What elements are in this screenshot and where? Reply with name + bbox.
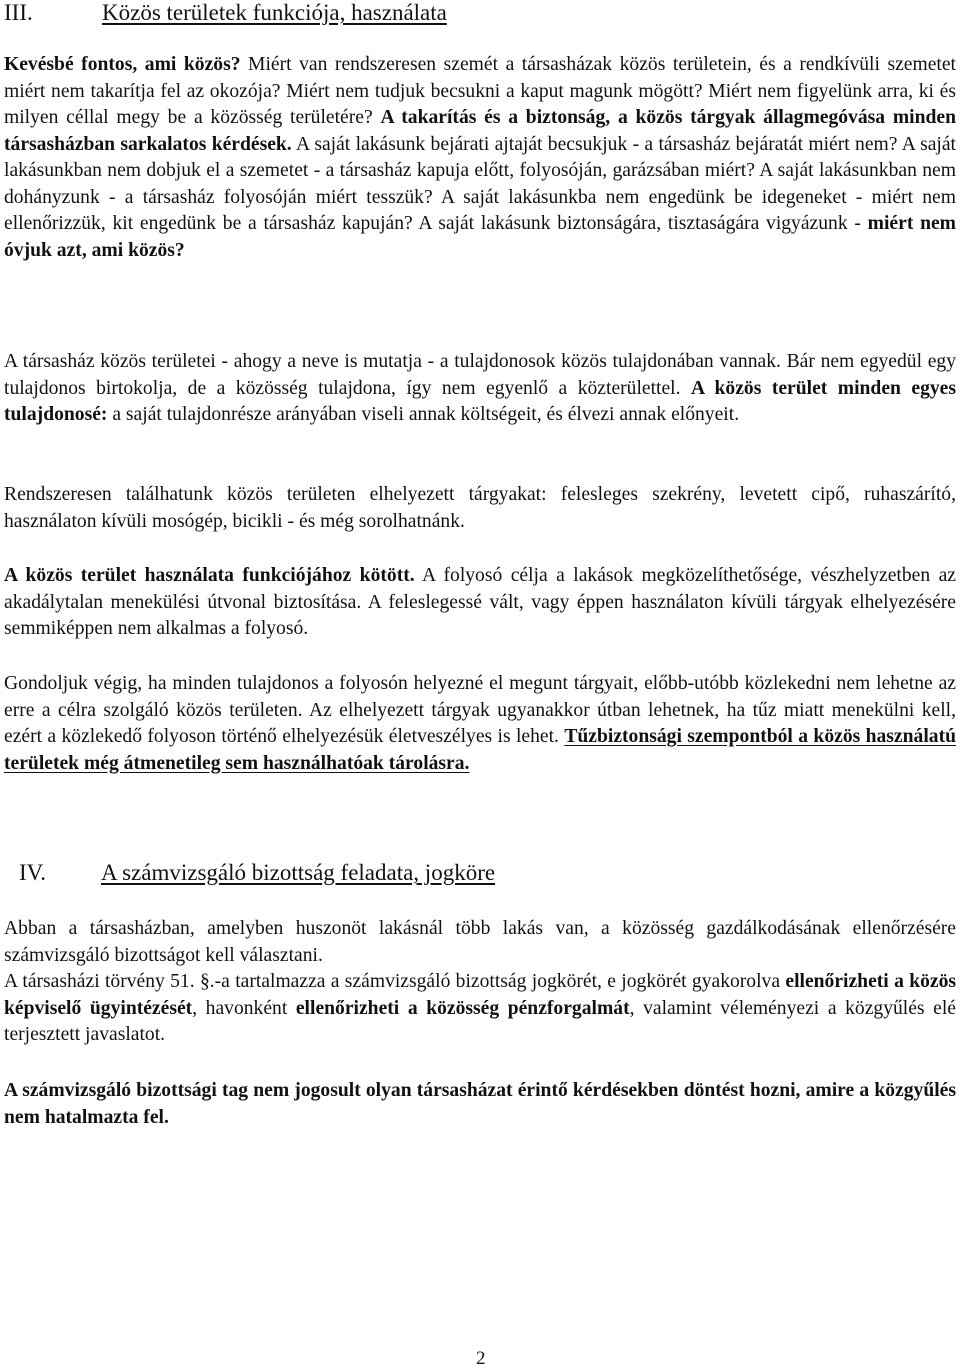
section-4-paragraph-1: Abban a társasházban, amelyben huszonöt lakásnál több lakás van, a közösség gazdálkodásának ellenőrzésére számvizsgáló bizottságot kell választani. A társasházi törvény 51. §.-a tartalmazza a számvizsgáló bizottság jogkörét, e jogkörét gyakorolva ellenőrizheti a közös képviselő ügyintézését, havonként ellenőrizheti a közösség pénzforgalmát, valamint véleményezi a közgyűlés elé terjesztett javaslatot. — [4, 918, 957, 1045]
section-4-paragraph-2: A számvizsgáló bizottsági tag nem jogosult olyan társasházat érintő kérdésekben döntést hozni, amire a közgyűlés nem hatalmazta fel. — [4, 1080, 956, 1128]
section-4-title: A számvizsgáló bizottság feladata, jogköre — [101, 860, 496, 885]
section-3-title: Közös területek funkciója, használata — [102, 0, 447, 25]
section-3-paragraph-2: A társasház közös területei - ahogy a neve is mutatja - a tulajdonosok közös tulajdonában vannak. Bár nem egyedül egy tulajdonos birtokolja, de a közösség tulajdona, így nem egyenlő a közterülettel. A közös terület minden egyes tulajdonosé: a saját tulajdonrésze arányában viseli annak költségeit, és élvezi annak előnyeit. — [4, 351, 956, 425]
section-3-paragraph-4: A közös terület használata funkciójához kötött. A folyosó célja a lakások megközelíthetősége, vészhelyzetben az akadálytalan menekülési útvonal biztosítása. A feleslegessé vált, vagy éppen használaton kívüli tárgyak elhelyezésére semmiképpen nem alkalmas a folyosó. — [4, 565, 956, 639]
audit-right-1: ellenőrizheti a közös képviselő ügyintézését — [4, 971, 957, 1019]
page-number: 2 — [476, 1348, 486, 1369]
function-statement: A közös terület használata funkciójához kötött. — [4, 565, 415, 586]
section-3-paragraph-5: Gondoljuk végig, ha minden tulajdonos a folyosón helyezné el megunt tárgyait, előbb-utóbb közlekedni nem lehetne az erre a célra szolgáló közös területen. Az elhelyezett tárgyak ugyanakkor útban lehetnek, ha tűz miatt menekülni kell, ezért a közlekedő folyoson történő elhelyezésük életveszélyes is lehet. Tűzbiztonsági szempontból a közös használatú területek még átmenetileg sem használhatóak tárolásra. — [4, 673, 956, 774]
key-statement: A takarítás és a biztonság, a közös tárgyak állagmegóvása minden társasházban sarkalatos kérdések. — [4, 107, 956, 155]
section-3-paragraph-1: Kevésbé fontos, ami közös? Miért van rendszeresen szemét a társasházak közös területein, és a rendkívüli szemetet miért nem takarítja fel az okozója? Miért nem tudjuk becsukni a kaput magunk mögött? Miért nem figyelünk arra, ki és milyen céllal megy be a közösség területére? A takarítás és a biztonság, a közös tárgyak állagmegóvása minden társasházban sarkalatos kérdések. A saját lakásunk bejárati ajtaját becsukjuk - a társasház bejáratát miért nem? A saját lakásunkban nem dobjuk el a szemetet - a társasház kapuja előtt, folyosóján, garázsában miért? A saját lakásunkban nem dohányzunk - a társasház folyosóján miért tesszük? A saját lakásunkba nem engedünk be idegeneket - miért nem ellenőrizzük, kit engedünk be a társasház kapuján? A saját lakásunk biztonságára, tisztaságára vigyázunk - miért nem óvjuk azt, ami közös? — [4, 54, 956, 261]
fire-safety-statement: Tűzbiztonsági szempontból a közös használatú területek még átmenetileg sem használhatóak tárolásra. — [4, 726, 956, 774]
question-lead: Kevésbé fontos, ami közös? — [4, 54, 241, 75]
section-3-number: III. — [4, 0, 33, 25]
section-4-number: IV. — [19, 860, 47, 885]
audit-right-2: ellenőrizheti a közösség pénzforgalmát — [295, 997, 630, 1019]
ownership-statement: A közös terület minden egyes tulajdonosé: — [4, 377, 956, 425]
section-3-paragraph-3: Rendszeresen találhatunk közös területen elhelyezett tárgyakat: felesleges szekrény, levetett cipő, ruhaszárító, használaton kívüli mosógép, bicikli - és még sorolhatnánk. — [4, 484, 956, 532]
closing-question: miért nem óvjuk azt, ami közös? — [4, 213, 956, 261]
